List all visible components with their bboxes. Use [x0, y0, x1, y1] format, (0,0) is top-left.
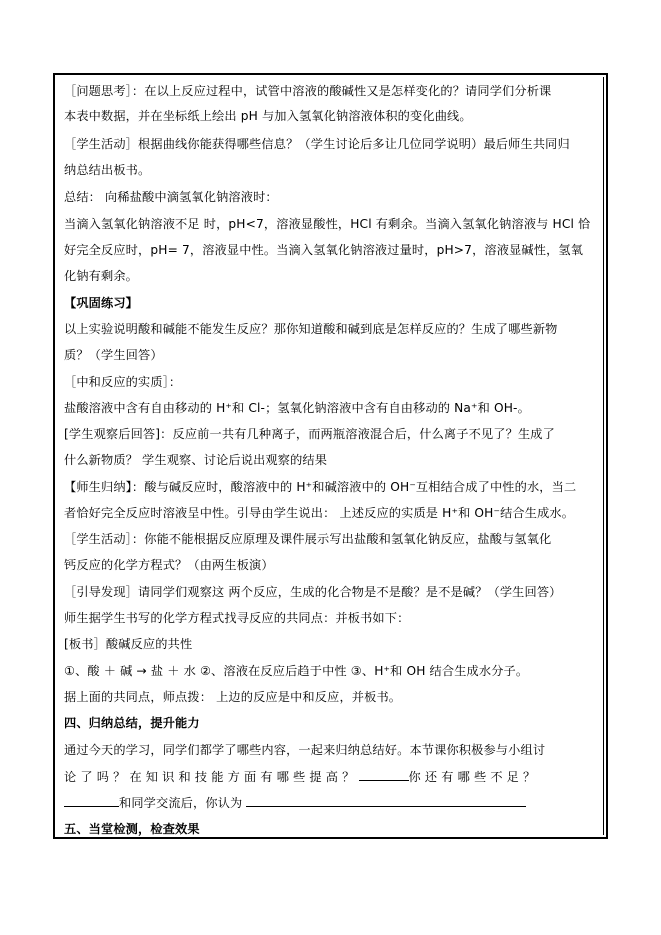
text-fragment: 你 还 有 哪 些 不 足 ？ — [408, 770, 536, 784]
text-line: 【师生归纳】：酸与碱反应时，酸溶液中的 H⁺和碱溶液中的 OH⁻互相结合成了中性的水，当二 — [64, 480, 577, 494]
text-line: 盐酸溶液中含有自由移动的 H⁺和 Cl-；氢氧化钠溶液中含有自由移动的 Na⁺和 OH-。 — [64, 401, 530, 415]
text-line: ［问题思考］：在以上反应过程中，试管中溶液的酸碱性又是怎样变化的？请同学们分析课 — [64, 84, 552, 98]
text-line: 通过今天的学习，同学们都学了哪些内容，一起来归纳总结好。本节课你积极参与小组讨 — [64, 743, 546, 757]
text-line: [板书］酸碱反应的共性 — [64, 637, 193, 651]
text-line: 钙反应的化学方程式？（由两生板演） — [64, 558, 274, 572]
lesson-plan-table-cell — [53, 73, 608, 839]
text-line: 以上实验说明酸和碱能不能发生反应？那你知道酸和碱到底是怎样反应的？生成了哪些新物 — [64, 322, 558, 336]
text-fragment: 论 了 吗 ？ 在 知 识 和 技 能 方 面 有 哪 些 提 高 ？ — [64, 770, 355, 784]
section-heading: 五、当堂检测，检查效果 — [64, 822, 200, 836]
blank-underline — [359, 768, 409, 781]
text-line: 本表中数据，并在坐标纸上绘出 pH 与加入氢氧化钠溶液体积的变化曲线。 — [64, 109, 472, 123]
blank-underline — [246, 794, 526, 807]
text-line: 化钠有剩余。 — [64, 269, 139, 283]
text-line: 据上面的共同点，师点拨： 上边的反应是中和反应，并板书。 — [64, 690, 402, 704]
text-line: 好完全反应时，pH= 7，溶液显中性。当滴入氢氧化钠溶液过量时，pH>7，溶液显碱性，氢氧 — [64, 243, 584, 257]
blank-underline — [64, 794, 119, 807]
text-line: ①、酸 ＋ 碱 → 盐 ＋ 水 ②、溶液在反应后趋于中性 ③、H⁺和 OH 结合生成水分子。 — [64, 664, 529, 678]
text-line: 者恰好完全反应时溶液呈中性。引导由学生说出： 上述反应的实质是 H⁺和 OH⁻结合生成水。 — [64, 506, 575, 520]
section-heading: 【巩固练习】 — [64, 296, 139, 310]
text-line — [64, 768, 535, 785]
text-line: ［中和反应的实质］： — [64, 375, 182, 389]
text-line: 什么新物质？ 学生观察、讨论后说出观察的结果 — [64, 453, 328, 467]
text-line: 纳总结出板书。 — [64, 163, 151, 177]
text-line: 当滴入氢氧化钠溶液不足 时，pH<7，溶液显酸性，HCl 有剩余。当滴入氢氧化钠溶液与 HCl 恰 — [64, 217, 591, 231]
text-fragment: 和同学交流后，你认为 — [119, 796, 243, 810]
section-heading: 四、归纳总结，提升能力 — [64, 716, 200, 730]
text-line: ［学生活动］：你能不能根据反应原理及课件展示写出盐酸和氢氧化钠反应，盐酸与氢氧化 — [64, 532, 552, 546]
text-line: ［引导发现］请同学们观察这 两个反应，生成的化合物是不是酸？是不是碱？（学生回答） — [64, 585, 562, 599]
text-line: 师生据学生书写的化学方程式找寻反应的共同点：并板书如下： — [64, 611, 410, 625]
text-line: [学生观察后回答]：反应前一共有几种离子，而两瓶溶液混合后，什么离子不见了？生成了 — [64, 427, 555, 441]
text-line: 总结： 向稀盐酸中滴氢氧化钠溶液时： — [64, 190, 278, 204]
text-line — [64, 794, 526, 811]
text-line: ［学生活动］根据曲线你能获得哪些信息？（学生讨论后多让几位同学说明）最后师生共同归 — [64, 137, 570, 151]
text-line: 质？（学生回答） — [64, 348, 163, 362]
